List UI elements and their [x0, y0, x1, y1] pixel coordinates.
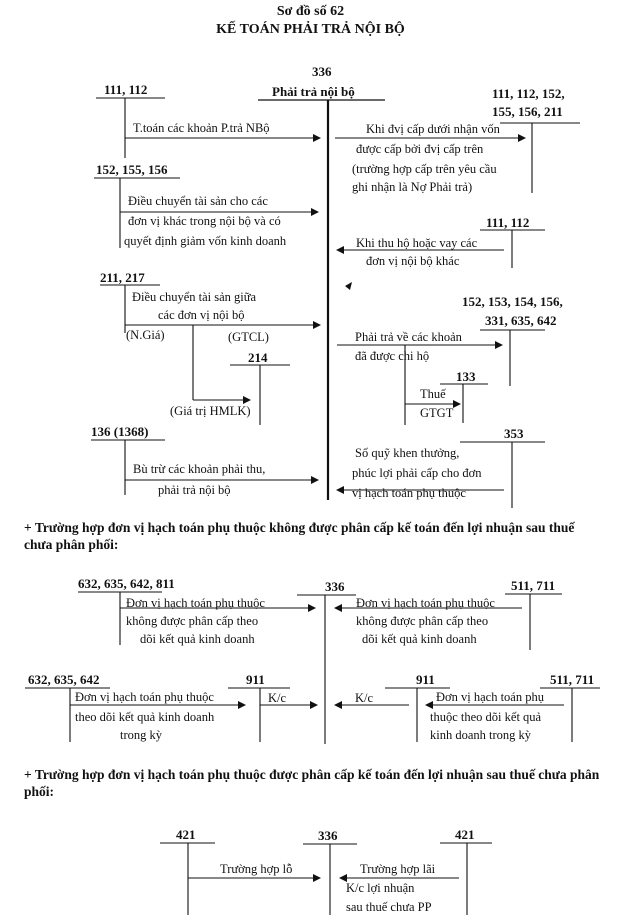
s3-label-e2c: sau thuế chưa PP: [346, 900, 432, 914]
s2-label-d4b: thuộc theo dõi kết quả: [430, 710, 542, 724]
s2-label-c2b: không được phân cấp theo: [356, 614, 489, 628]
s2-label-d1c: trong kỳ: [120, 728, 163, 742]
left-label-ng: (N.Giá): [126, 328, 165, 342]
s3-center-account: 336: [318, 828, 338, 843]
left-label-1: T.toán các khoản P.trả NBộ: [133, 121, 270, 135]
left-account-2: 152, 155, 156: [96, 162, 168, 177]
s2-label-c1a: Đơn vị hạch toán phụ thuộc: [126, 596, 265, 610]
section-3-heading: + Trường hợp đơn vị hạch toán phụ thuộc được phân cấp kế toán đến lợi nhuận sau thuế chưa phân phối:: [24, 767, 600, 799]
right-label-1a: Khi đvị cấp dưới nhận vốn: [366, 122, 500, 136]
left-label-3a: Điều chuyển tài sản giữa: [132, 290, 257, 304]
diagram-number: Sơ đồ số 62: [276, 4, 345, 19]
right-label-gtgt: GTGT: [420, 406, 454, 420]
s2-account-d3: 911: [416, 672, 435, 687]
right-label-1c: (trường hợp cấp trên yêu cầu: [352, 162, 497, 176]
right-label-4c: vị hạch toán phụ thuộc: [352, 486, 466, 500]
left-label-2a: Điều chuyển tài sản cho các: [128, 194, 268, 208]
s2-label-kc-right: K/c: [355, 691, 374, 705]
s3-label-e1: Trường hợp lỗ: [220, 862, 293, 876]
s2-account-c1: 632, 635, 642, 811: [78, 576, 175, 591]
right-label-thue: Thuế: [420, 387, 446, 401]
right-account-1a: 111, 112, 152,: [492, 86, 565, 101]
right-account-2: 111, 112: [486, 215, 530, 230]
s3-account-e2: 421: [455, 827, 475, 842]
left-label-4a: Bù trừ các khoản phải thu,: [133, 462, 266, 476]
s2-label-c1b: không được phân cấp theo: [126, 614, 259, 628]
right-account-4: 353: [504, 426, 524, 441]
center-account-name: Phải trả nội bộ: [272, 84, 355, 99]
s2-label-d4c: kinh doanh trong kỳ: [430, 728, 532, 742]
right-account-133: 133: [456, 369, 476, 384]
s2-label-d4a: Đơn vị hạch toán phụ: [436, 690, 544, 704]
s2-label-kc-left: K/c: [268, 691, 287, 705]
s2-label-c1c: dõi kết quả kinh doanh: [140, 632, 255, 646]
diagram-title: KẾ TOÁN PHẢI TRẢ NỘI BỘ: [216, 22, 405, 37]
s2-account-d4: 511, 711: [550, 672, 595, 687]
right-label-4a: Số quỹ khen thưởng,: [355, 446, 460, 460]
right-label-1b: được cấp bởi đvị cấp trên: [356, 142, 484, 156]
left-label-hmlk: (Giá trị HMLK): [170, 404, 251, 418]
left-account-3: 211, 217: [100, 270, 145, 285]
s2-label-c2c: dõi kết quả kinh doanh: [362, 632, 477, 646]
s2-account-c2: 511, 711: [511, 578, 556, 593]
right-account-1b: 155, 156, 211: [492, 104, 563, 119]
right-account-3a: 152, 153, 154, 156,: [462, 294, 563, 309]
left-account-1: 111, 112: [104, 82, 148, 97]
center-account: 336: [312, 64, 332, 79]
section-2-heading: + Trường hợp đơn vị hạch toán phụ thuộc không được phân cấp kế toán đến lợi nhuận sau thuế chưa phân phối:: [24, 520, 575, 552]
s2-label-c2a: Đơn vị hạch toán phụ thuộc: [356, 596, 495, 610]
left-label-2c: quyết định giảm vốn kinh doanh: [124, 234, 287, 248]
left-account-4: 136 (1368): [91, 424, 149, 439]
s2-label-d1b: theo dõi kết quả kinh doanh: [75, 710, 215, 724]
left-account-214: 214: [248, 350, 268, 365]
right-label-3b: đã được chi hộ: [355, 349, 430, 363]
right-label-2a: Khi thu hộ hoặc vay các: [356, 236, 478, 250]
left-label-4b: phải trả nội bộ: [158, 483, 231, 497]
left-label-gtcl: (GTCL): [228, 330, 269, 344]
right-account-3b: 331, 635, 642: [485, 313, 557, 328]
right-label-1d: ghi nhận là Nợ Phải trả): [352, 180, 473, 194]
s3-account-e1: 421: [176, 827, 196, 842]
s3-label-e2a: Trường hợp lãi: [360, 862, 436, 876]
s2-account-d2: 911: [246, 672, 265, 687]
right-label-2b: đơn vị nội bộ khác: [366, 254, 460, 268]
s2-center-account: 336: [325, 579, 345, 594]
s2-account-d1: 632, 635, 642: [28, 672, 100, 687]
left-label-2b: đơn vị khác trong nội bộ và có: [128, 214, 281, 228]
s2-label-d1a: Đơn vị hạch toán phụ thuộc: [75, 690, 214, 704]
right-label-4b: phúc lợi phải cấp cho đơn: [352, 466, 482, 480]
right-label-3a: Phải trả về các khoản: [355, 330, 462, 344]
s3-label-e2b: K/c lợi nhuận: [346, 881, 415, 895]
left-label-3b: các đơn vị nội bộ: [158, 308, 245, 322]
